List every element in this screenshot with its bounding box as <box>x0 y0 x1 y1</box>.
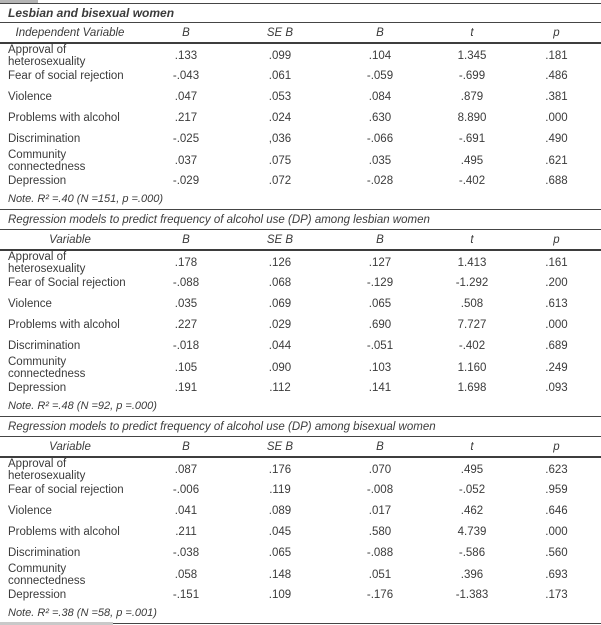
value-cell-beta: -.051 <box>366 339 394 352</box>
value-cell-b: -.029 <box>172 174 200 187</box>
value-cell-t: -.402 <box>458 339 486 352</box>
value-cell-beta: -.028 <box>366 174 394 187</box>
value-cell-p: .688 <box>545 174 568 187</box>
value-cell-beta: -.088 <box>366 546 394 559</box>
value-cell-b: .211 <box>175 525 197 538</box>
variable-cell: Approval of heterosexuality <box>8 44 86 68</box>
value-cell-t: 1.345 <box>457 50 487 62</box>
table-row <box>0 563 601 587</box>
variable-cell: Problems with alcohol <box>8 111 120 124</box>
variable-cell: Approval of heterosexuality <box>8 251 86 275</box>
column-header-beta: B <box>376 233 384 246</box>
column-header-p: p <box>553 233 560 246</box>
variable-cell: Fear of social rejection <box>8 483 124 496</box>
variable-cell: Approval of heterosexuality <box>8 458 86 482</box>
value-cell-se-b: .109 <box>268 588 292 601</box>
table-header-row <box>0 230 601 251</box>
value-cell-p: .486 <box>545 69 568 82</box>
value-cell-se-b: .075 <box>268 155 292 167</box>
value-cell-b: .035 <box>174 297 198 310</box>
table-row <box>0 128 601 149</box>
page-edge-artifact-top <box>0 0 38 3</box>
value-cell-se-b: .112 <box>269 381 291 394</box>
value-cell-p: .181 <box>545 50 568 62</box>
value-cell-p: .000 <box>545 318 568 331</box>
value-cell-t: .462 <box>460 504 484 517</box>
column-header-variable: Variable <box>49 233 91 246</box>
value-cell-se-b: .053 <box>268 90 292 103</box>
value-cell-p: .646 <box>545 504 568 517</box>
value-cell-p: .560 <box>545 546 568 559</box>
column-header-b: B <box>182 233 190 246</box>
variable-cell: Depression <box>8 381 67 394</box>
value-cell-beta: .084 <box>368 90 392 103</box>
value-cell-se-b: .065 <box>268 546 292 559</box>
value-cell-p: .381 <box>545 90 568 103</box>
value-cell-beta: .017 <box>368 504 392 517</box>
value-cell-b: .191 <box>174 381 198 394</box>
value-cell-beta: .065 <box>368 297 392 310</box>
table-section-lesbian-women <box>0 210 601 417</box>
value-cell-b: .041 <box>174 504 198 517</box>
table-row <box>0 479 601 500</box>
table-row <box>0 251 601 275</box>
variable-cell: Violence <box>8 90 52 103</box>
value-cell-p: .000 <box>545 525 568 538</box>
value-cell-t: .495 <box>460 155 484 167</box>
value-cell-se-b: .029 <box>268 318 292 331</box>
value-cell-se-b: .176 <box>268 464 292 476</box>
value-cell-beta: -.008 <box>366 483 394 496</box>
table-row <box>0 149 601 173</box>
table-row <box>0 272 601 293</box>
value-cell-p: .693 <box>545 569 568 581</box>
value-cell-beta: .103 <box>368 362 392 374</box>
value-cell-p: .621 <box>545 155 568 167</box>
table-row <box>0 377 601 398</box>
value-cell-se-b: .148 <box>268 569 292 581</box>
column-header-b: B <box>182 440 190 453</box>
value-cell-b: .105 <box>174 362 198 374</box>
value-cell-beta: -.066 <box>366 132 394 145</box>
column-header-b: B <box>182 26 190 39</box>
value-cell-se-b: .089 <box>268 504 292 517</box>
column-header-beta: B <box>376 440 384 453</box>
table-row <box>0 170 601 191</box>
variable-cell: Discrimination <box>8 132 81 145</box>
column-header-t: t <box>470 440 474 453</box>
value-cell-beta: .690 <box>368 318 392 331</box>
value-cell-t: .508 <box>460 297 484 310</box>
column-header-p: p <box>553 26 560 39</box>
table-row <box>0 65 601 86</box>
value-cell-beta: .630 <box>368 111 392 124</box>
value-cell-se-b: .061 <box>268 69 292 82</box>
table-row <box>0 107 601 128</box>
value-cell-t: 4.739 <box>457 525 487 538</box>
value-cell-se-b: .090 <box>268 362 292 374</box>
column-header-variable: Variable <box>49 440 91 453</box>
column-header-t: t <box>470 233 474 246</box>
value-cell-t: 7.727 <box>457 318 487 331</box>
value-cell-t: -.691 <box>458 132 486 145</box>
table-body <box>0 458 601 605</box>
value-cell-p: .490 <box>545 132 568 145</box>
value-cell-t: -.586 <box>458 546 486 559</box>
column-header-variable: Independent Variable <box>15 26 125 39</box>
value-cell-b: .133 <box>174 50 198 62</box>
value-cell-se-b: .044 <box>268 339 292 352</box>
value-cell-p: .623 <box>545 464 568 476</box>
column-header-se-b: SE B <box>266 440 294 453</box>
variable-cell: Fear of social rejection <box>8 69 124 82</box>
variable-cell: Fear of Social rejection <box>8 276 126 289</box>
variable-cell: Problems with alcohol <box>8 318 120 331</box>
table-body <box>0 44 601 191</box>
table-section-bisexual-women <box>0 417 601 624</box>
variable-cell: Depression <box>8 174 67 187</box>
value-cell-b: -.151 <box>172 588 200 601</box>
value-cell-p: .613 <box>545 297 568 310</box>
value-cell-b: -.043 <box>172 69 200 82</box>
value-cell-p: .161 <box>545 257 568 269</box>
variable-cell: Depression <box>8 588 67 601</box>
table-title: Regression models to predict frequency of alcohol use (DP) among lesbian women <box>0 210 601 230</box>
value-cell-b: -.025 <box>172 132 200 145</box>
table-row <box>0 314 601 335</box>
value-cell-beta: .580 <box>368 525 392 538</box>
value-cell-b: .227 <box>174 318 198 331</box>
value-cell-se-b: .126 <box>268 257 292 269</box>
variable-cell: Community connectedness <box>8 356 86 380</box>
table-note: Note. R² =.40 (N =151, p =.000) <box>0 191 601 210</box>
value-cell-beta: .051 <box>368 569 392 581</box>
variable-cell: Problems with alcohol <box>8 525 120 538</box>
value-cell-se-b: .024 <box>268 111 292 124</box>
variable-cell: Discrimination <box>8 339 81 352</box>
value-cell-b: .058 <box>174 569 198 581</box>
value-cell-t: -1.383 <box>455 588 489 601</box>
table-row <box>0 542 601 563</box>
variable-cell: Violence <box>8 504 52 517</box>
value-cell-p: .200 <box>545 276 568 289</box>
value-cell-beta: .104 <box>368 50 392 62</box>
value-cell-se-b: .068 <box>268 276 292 289</box>
column-header-p: p <box>553 440 560 453</box>
value-cell-t: -1.292 <box>455 276 489 289</box>
value-cell-p: .173 <box>545 588 568 601</box>
column-header-se-b: SE B <box>266 233 294 246</box>
table-note: Note. R² =.38 (N =58, p =.001) <box>0 605 601 624</box>
table-row <box>0 500 601 521</box>
value-cell-p: .689 <box>545 339 568 352</box>
variable-cell: Violence <box>8 297 52 310</box>
value-cell-t: -.402 <box>458 174 486 187</box>
table-section-lesbian-and-bisexual <box>0 3 601 210</box>
value-cell-t: 1.413 <box>457 257 487 269</box>
value-cell-b: -.006 <box>172 483 200 496</box>
value-cell-b: .178 <box>174 257 198 269</box>
variable-cell: Discrimination <box>8 546 81 559</box>
value-cell-beta: -.129 <box>366 276 394 289</box>
value-cell-b: -.088 <box>172 276 200 289</box>
column-header-beta: B <box>376 26 384 39</box>
table-row <box>0 356 601 380</box>
value-cell-beta: .141 <box>368 381 392 394</box>
value-cell-b: -.038 <box>172 546 200 559</box>
value-cell-b: -.018 <box>172 339 200 352</box>
table-header-row <box>0 437 601 458</box>
value-cell-beta: .127 <box>368 257 392 269</box>
table-row <box>0 335 601 356</box>
table-row <box>0 293 601 314</box>
value-cell-beta: -.059 <box>366 69 394 82</box>
value-cell-t: .495 <box>460 464 484 476</box>
table-note: Note. R² =.48 (N =92, p =.000) <box>0 398 601 417</box>
table-title: Lesbian and bisexual women <box>0 3 601 23</box>
value-cell-b: .047 <box>174 90 198 103</box>
table-row <box>0 44 601 68</box>
value-cell-t: 1.698 <box>457 381 487 394</box>
table-row <box>0 584 601 605</box>
value-cell-p: .249 <box>545 362 568 374</box>
value-cell-p: .093 <box>545 381 568 394</box>
table-body <box>0 251 601 398</box>
column-header-se-b: SE B <box>266 26 294 39</box>
column-header-t: t <box>470 26 474 39</box>
value-cell-t: 8.890 <box>457 111 487 124</box>
table-title: Regression models to predict frequency of alcohol use (DP) among bisexual women <box>0 417 601 437</box>
variable-cell: Community connectedness <box>8 563 86 587</box>
value-cell-t: -.052 <box>458 483 486 496</box>
value-cell-p: .000 <box>545 111 568 124</box>
value-cell-se-b: .045 <box>268 525 292 538</box>
value-cell-b: .217 <box>174 111 198 124</box>
value-cell-t: -.699 <box>458 69 486 82</box>
value-cell-beta: .070 <box>368 464 392 476</box>
value-cell-t: 1.160 <box>457 362 487 374</box>
table-row <box>0 86 601 107</box>
value-cell-t: .879 <box>460 90 484 103</box>
variable-cell: Community connectedness <box>8 149 86 173</box>
value-cell-t: .396 <box>460 569 484 581</box>
value-cell-se-b: .099 <box>268 50 292 62</box>
value-cell-se-b: .069 <box>268 297 292 310</box>
value-cell-se-b: ,036 <box>268 132 292 145</box>
value-cell-se-b: .119 <box>269 483 291 496</box>
value-cell-se-b: .072 <box>268 174 292 187</box>
table-header-row <box>0 23 601 44</box>
value-cell-b: .087 <box>174 464 198 476</box>
value-cell-beta: .035 <box>368 155 392 167</box>
table-row <box>0 458 601 482</box>
value-cell-b: .037 <box>174 155 198 167</box>
table-row <box>0 521 601 542</box>
value-cell-beta: -.176 <box>366 588 394 601</box>
value-cell-p: .959 <box>545 483 568 496</box>
